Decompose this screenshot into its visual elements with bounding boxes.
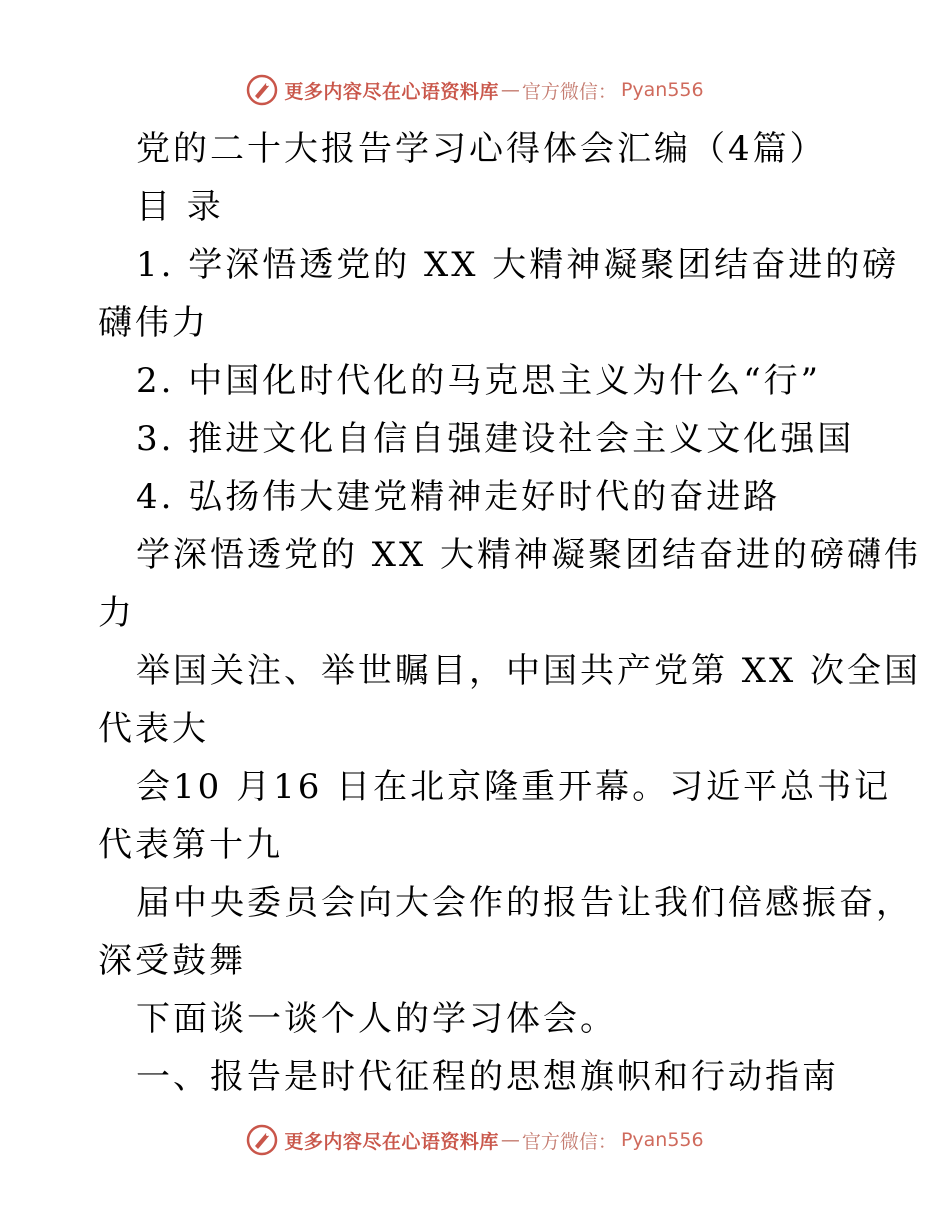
watermark-account: Pyan556 [620,1129,704,1151]
watermark-separator: — [500,79,520,101]
pen-nib-logo-icon [246,74,278,106]
toc-item-1: 1. 学深悟透党的 XX 大精神凝聚团结奋进的磅 [136,245,900,285]
header-watermark [0,70,950,110]
watermark-label: 官方微信： [521,1130,617,1153]
watermark-brand: 更多内容尽在心语资料库 [284,80,499,103]
watermark-brand: 更多内容尽在心语资料库 [284,1130,499,1153]
document-body [98,120,922,1106]
toc-heading: 目 录 [136,187,224,227]
body-line: 届中央委员会向大会作的报告让我们倍感振奋， [136,883,913,923]
footer-watermark [0,1120,950,1160]
section-title: 学深悟透党的 XX 大精神凝聚团结奋进的磅礴伟 [136,535,922,575]
body-line: 代表第十九 [98,825,283,865]
watermark-account: Pyan556 [620,79,704,101]
toc-item-4: 4. 弘扬伟大建党精神走好时代的奋进路 [136,477,781,517]
toc-item-3: 3. 推进文化自信自强建设社会主义文化强国 [136,419,855,459]
subsection-heading: 一、报告是时代征程的思想旗帜和行动指南 [136,1057,839,1097]
section-title-continued: 力 [98,593,135,633]
watermark-label: 官方微信： [521,80,617,103]
watermark-separator: — [500,1129,520,1151]
toc-item-2: 2. 中国化时代化的马克思主义为什么“行” [136,361,822,401]
document-title: 党的二十大报告学习心得体会汇编（4篇） [136,129,827,169]
toc-item-1-continued: 礴伟力 [98,303,209,343]
body-line: 举国关注、举世瞩目，中国共产党第 XX 次全国 [136,651,922,691]
body-line: 代表大 [98,709,209,749]
body-line: 深受鼓舞 [98,941,246,981]
body-line: 会10 月16 日在北京隆重开幕。习近平总书记 [136,767,892,807]
pen-nib-logo-icon [246,1124,278,1156]
body-line: 下面谈一谈个人的学习体会。 [136,999,617,1039]
